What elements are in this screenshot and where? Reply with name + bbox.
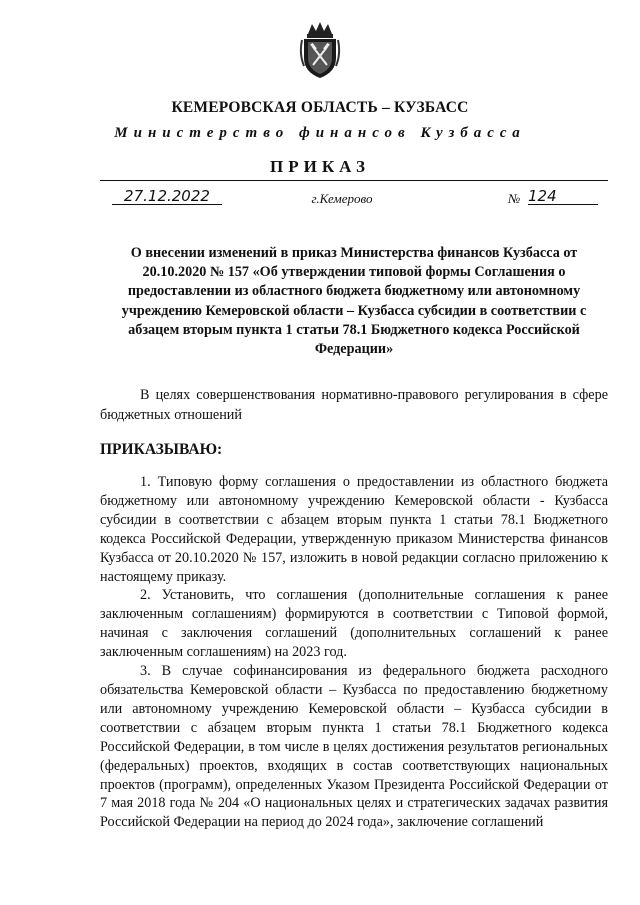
order-number-label: № bbox=[508, 191, 521, 206]
document-type: ПРИКАЗ bbox=[270, 157, 370, 176]
order-item-1: 1. Типовую форму соглашения о предоставлении из областного бюджета бюджетному или автономному учреждению Кемеровской области - Кузбасса субсидии в соответствии с абзацем вторым пункта 1 статьи 78.1 Бюджетного кодекса Российской Федерации, утвержденную приказом Министерства финансов Кузбасса от 20.10.2020 № 157, изложить в новой редакции согласно приложению к настоящему приказу. bbox=[100, 474, 608, 585]
order-number: 124 bbox=[528, 188, 598, 205]
order-city: г.Кемерово bbox=[311, 191, 373, 206]
ministry-name: Министерство финансов Кузбасса bbox=[114, 125, 526, 141]
order-title: О внесении изменений в приказ Министерства финансов Кузбасса от 20.10.2020 № 157 «Об утверждении типовой формы Соглашения о предоставлении из областного бюджета бюджетному или автономному учреждению Кемеровской области – Кузбасса субсидии в соответствии с абзацем вторым пункта 1 статьи 78.1 Бюджетного кодекса Российской Федерации» bbox=[121, 245, 587, 358]
kuzbass-coat-of-arms-icon bbox=[298, 20, 342, 80]
preamble: В целях совершенствования нормативно-правового регулирования в сфере бюджетных отношений bbox=[100, 387, 608, 423]
order-heading: ПРИКАЗЫВАЮ: bbox=[100, 441, 223, 458]
region-name: КЕМЕРОВСКАЯ ОБЛАСТЬ – КУЗБАСС bbox=[171, 99, 469, 116]
order-item-2: 2. Установить, что соглашения (дополнительные соглашения к ранее заключенным соглашениям) формируются в соответствии с Типовой формой, начиная с заключения соглашений (дополнительных соглашений к ранее заключенным соглашениям) на 2023 год. bbox=[100, 587, 608, 661]
order-date: 27.12.2022 bbox=[112, 188, 222, 205]
order-items bbox=[100, 473, 608, 832]
order-item-3: 3. В случае софинансирования из федерального бюджета расходного обязательства Кемеровской области – Кузбасса по предоставлению бюджетному или автономному учреждению Кемеровской области – Кузбасса субсидии в соответствии с абзацем вторым пункта 1 статьи 78.1 Бюджетного кодекса Российской Федерации, в том числе в целях достижения результатов региональных (федеральных) проектов, входящих в состав соответствующих национальных проектов (программ), определенных Указом Президента Российской Федерации от 7 мая 2018 года № 204 «О национальных целях и стратегических задачах развития Российской Федерации на период до 2024 года», заключение соглашений bbox=[100, 663, 608, 831]
header-divider bbox=[100, 180, 608, 181]
